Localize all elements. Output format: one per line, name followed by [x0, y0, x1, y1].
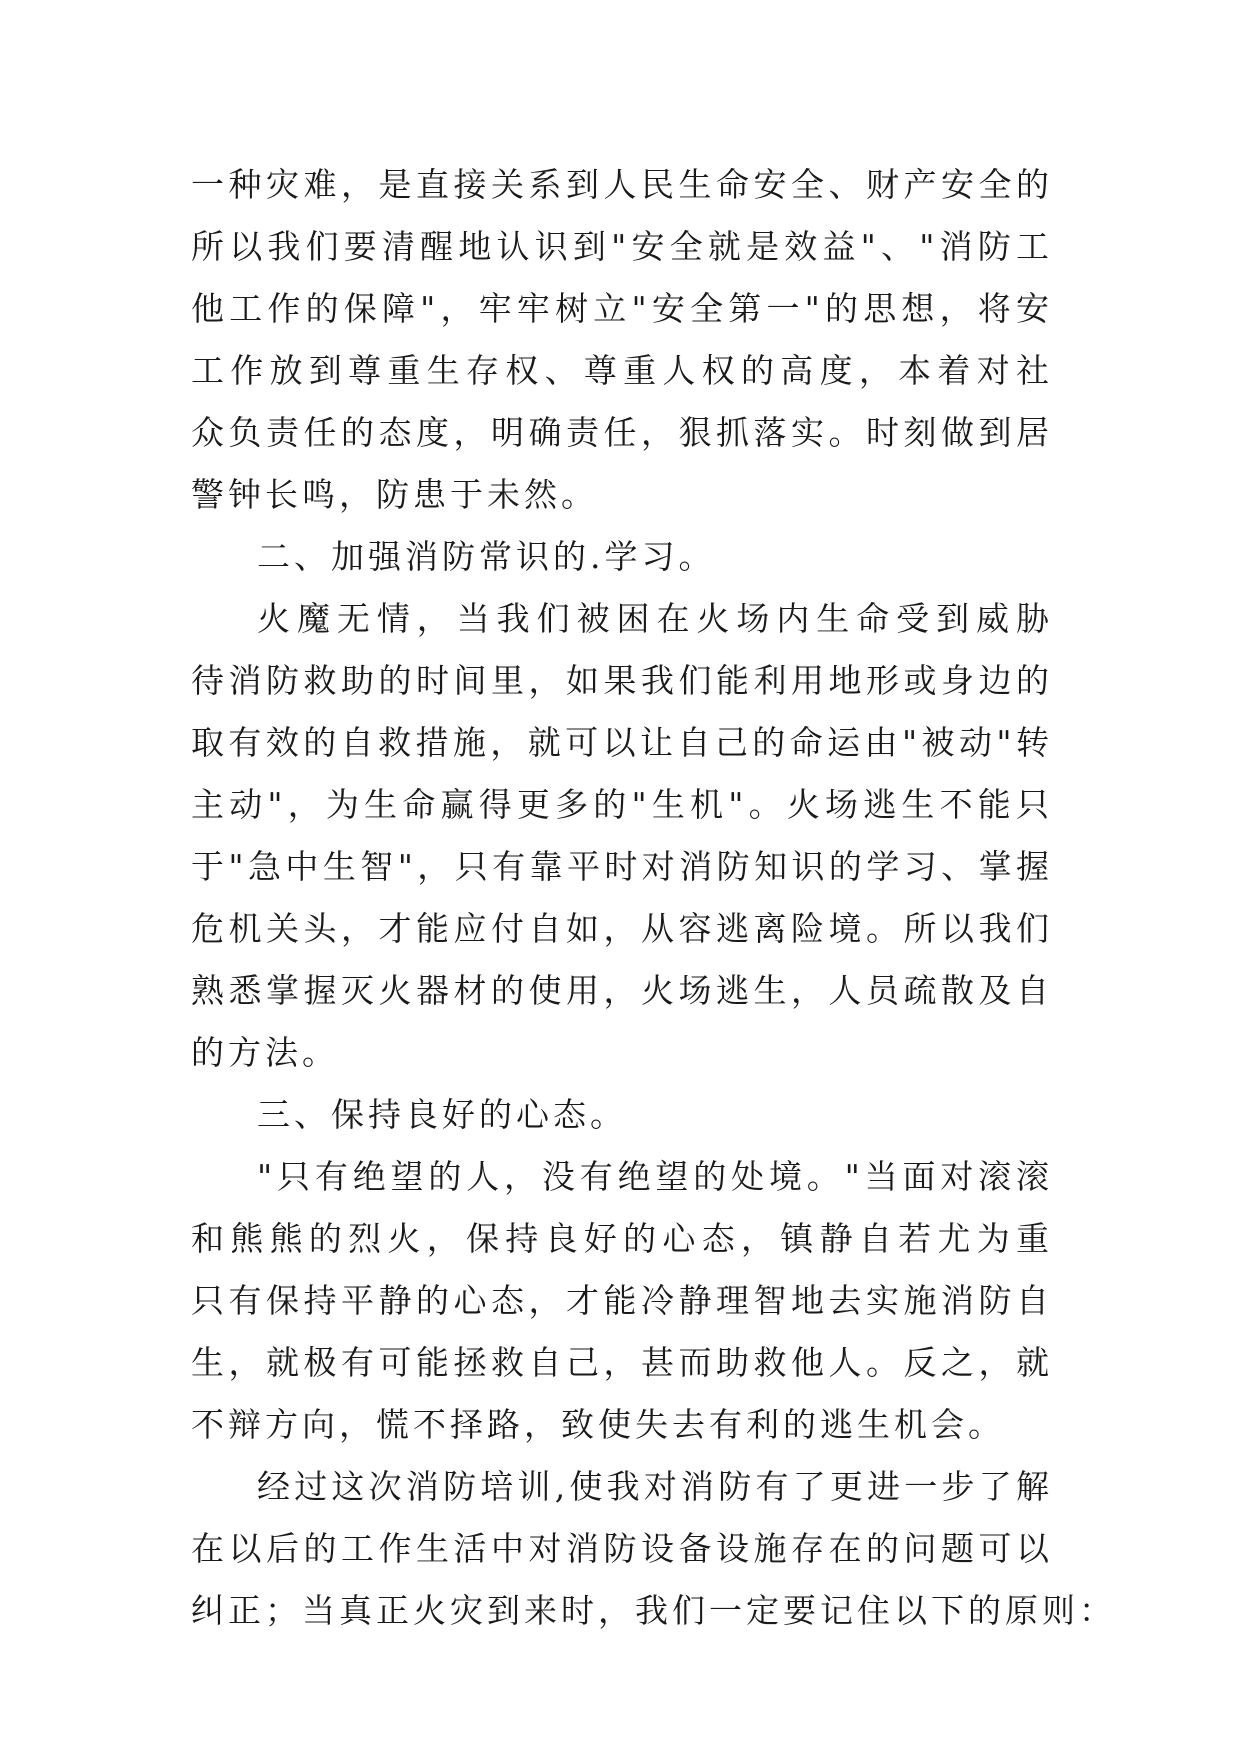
text-line: 众负责任的态度，明确责任，狠抓落实。时刻做到居 — [191, 413, 1053, 452]
text-line: 一种灾难，是直接关系到人民生命安全、财产安全的 — [191, 165, 1053, 204]
text-line: 所以我们要清醒地认识到"安全就是效益"、"消防工 — [191, 227, 1053, 266]
text-line: "只有绝望的人，没有绝望的处境。"当面对滚滚 — [257, 1157, 1053, 1196]
text-line: 纠正；当真正火灾到来时，我们一定要记住以下的原则： — [191, 1591, 1116, 1630]
text-line: 主动"，为生命赢得更多的"生机"。火场逃生不能只 — [191, 785, 1053, 824]
text-line: 在以后的工作生活中对消防设备设施存在的问题可以 — [191, 1529, 1053, 1568]
text-line: 经过这次消防培训,使我对消防有了更进一步了解 — [257, 1467, 1053, 1506]
text-line: 二、加强消防常识的.学习。 — [257, 537, 716, 576]
text-line: 取有效的自救措施，就可以让自己的命运由"被动"转 — [191, 723, 1053, 762]
text-line: 不辩方向，慌不择路，致使失去有利的逃生机会。 — [191, 1405, 1005, 1444]
text-line: 的方法。 — [191, 1033, 339, 1072]
document-body — [191, 154, 1116, 1642]
text-line: 熟悉掌握灭火器材的使用，火场逃生，人员疏散及自 — [191, 971, 1053, 1010]
text-line: 危机关头，才能应付自如，从容逃离险境。所以我们 — [191, 909, 1053, 948]
text-line: 他工作的保障"，牢牢树立"安全第一"的思想，将安 — [191, 289, 1053, 328]
text-line: 只有保持平静的心态，才能冷静理智地去实施消防自 — [191, 1281, 1053, 1320]
text-line: 火魔无情，当我们被困在火场内生命受到威胁 — [257, 599, 1053, 638]
text-line: 于"急中生智"，只有靠平时对消防知识的学习、掌握 — [191, 847, 1053, 886]
text-line: 生，就极有可能拯救自己，甚而助救他人。反之，就 — [191, 1343, 1053, 1382]
text-line: 工作放到尊重生存权、尊重人权的高度，本着对社 — [191, 351, 1053, 390]
text-line: 待消防救助的时间里，如果我们能利用地形或身边的 — [191, 661, 1053, 700]
text-line: 和熊熊的烈火，保持良好的心态，镇静自若尤为重 — [191, 1219, 1053, 1258]
text-line: 三、保持良好的心态。 — [257, 1095, 627, 1134]
text-line: 警钟长鸣，防患于未然。 — [191, 475, 598, 514]
